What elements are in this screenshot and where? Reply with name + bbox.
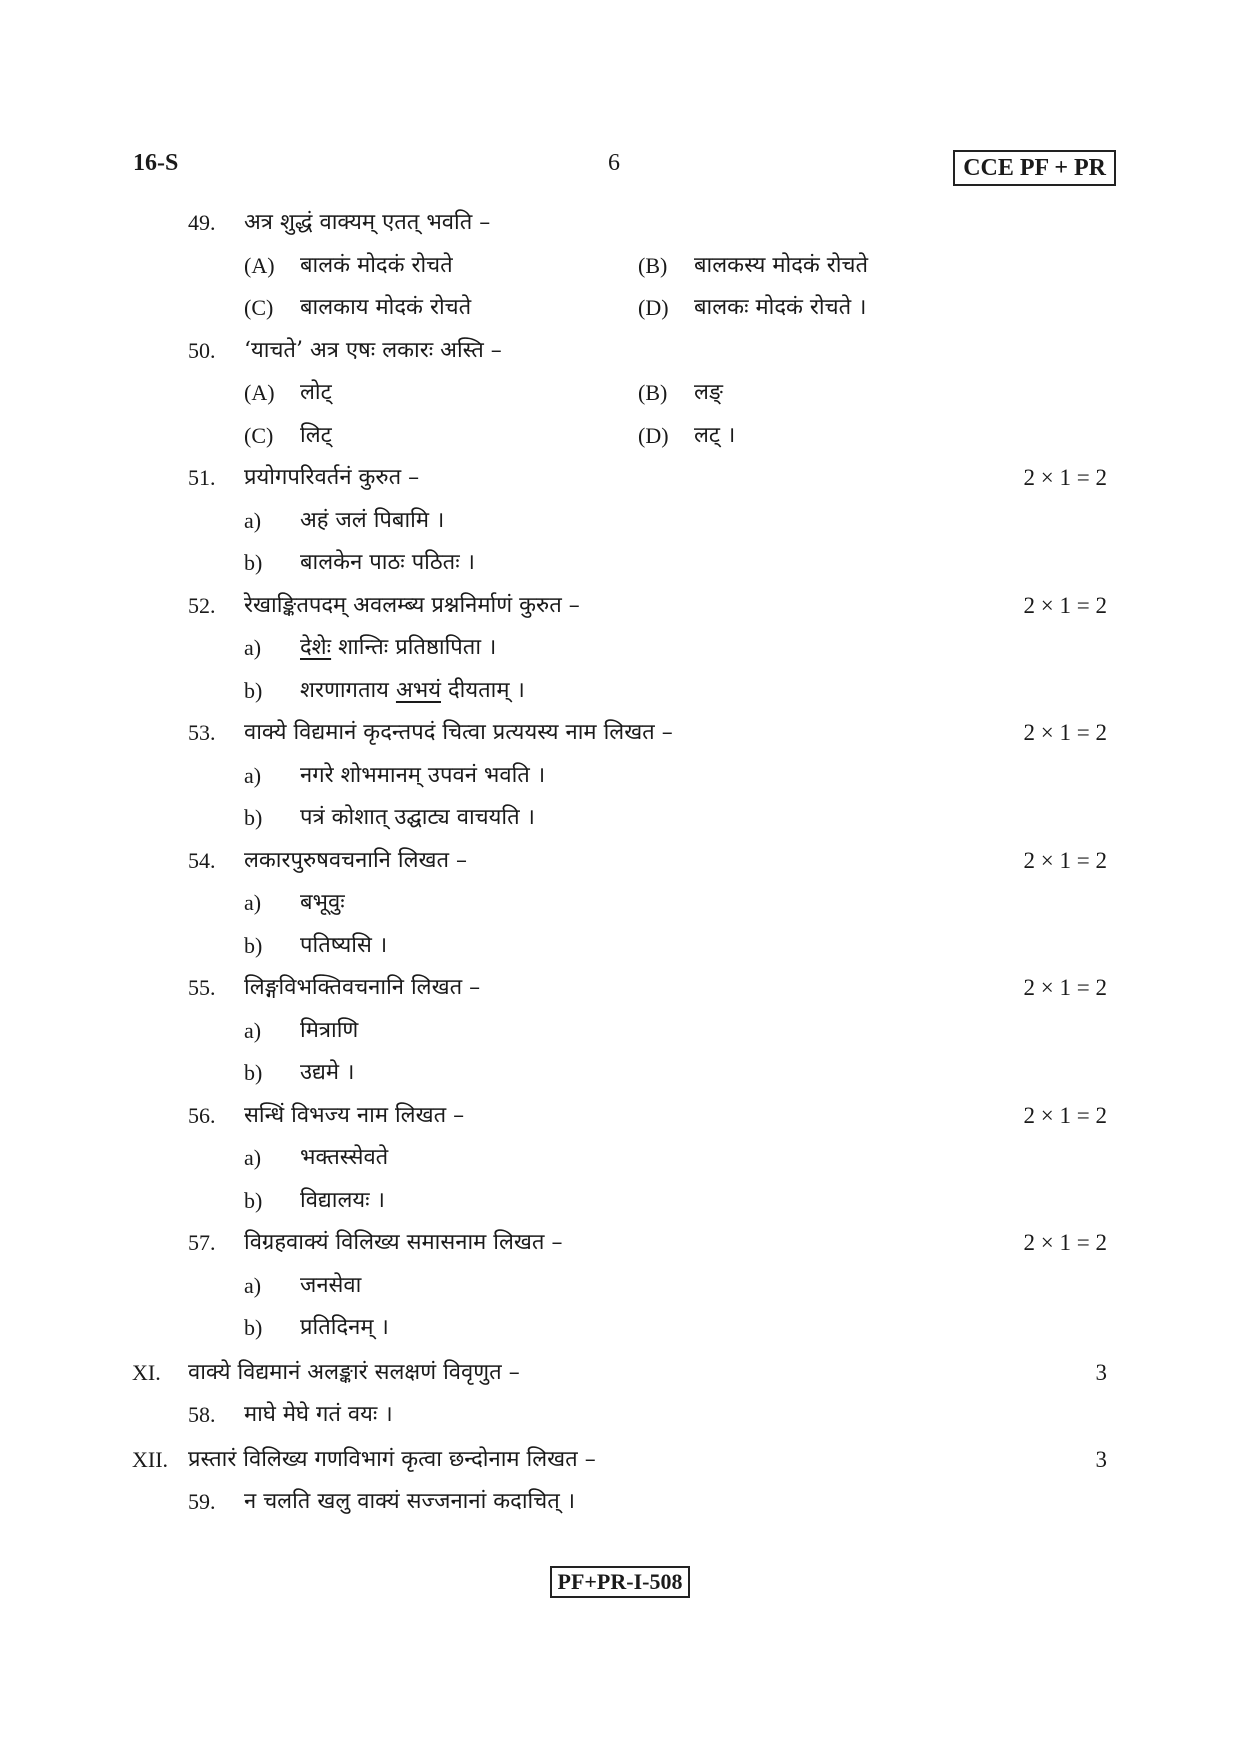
item-text — [300, 627, 496, 670]
option-label: (C) — [244, 422, 274, 448]
question-52 — [0, 585, 1240, 628]
underlined-word: अभयं — [395, 677, 441, 703]
section-number: XII. — [132, 1446, 169, 1472]
option-text: बालकाय मोदकं रोचते — [300, 295, 472, 320]
paper-code: 16-S — [133, 150, 179, 176]
item-text: बालकेन पाठः पठितः । — [300, 550, 475, 575]
question-text: ‘याचते’ अत्र एषः लकारः अस्ति – — [244, 337, 502, 363]
item-text: पत्रं कोशात् उद्घाट्य वाचयति । — [300, 805, 535, 830]
option-row — [0, 372, 1240, 415]
marks: 2 × 1 = 2 — [1023, 1230, 1107, 1255]
option-text: लट् । — [694, 422, 736, 448]
option-text: लोट् — [300, 380, 332, 405]
section-text: वाक्ये विद्यमानं अलङ्कारं सलक्षणं विवृणुत – — [188, 1359, 520, 1385]
section-number: XI. — [132, 1359, 161, 1385]
item-label: b) — [244, 1187, 263, 1213]
sub-item — [0, 1010, 1240, 1053]
option-label: (D) — [638, 422, 669, 448]
option-label: (A) — [244, 252, 275, 278]
item-text: अहं जलं पिबामि । — [300, 507, 445, 533]
item-text: उद्यमे । — [300, 1060, 355, 1085]
option-label: (C) — [244, 295, 274, 320]
question-text: वाक्ये विद्यमानं कृदन्तपदं चित्वा प्रत्ययस्य नाम लिखत – — [244, 720, 673, 745]
question-text: लकारपुरुषवचनानि लिखत – — [244, 847, 468, 873]
exam-code-box: CCE PF + PR — [953, 150, 1116, 186]
item-text: पतिष्यसि । — [300, 932, 388, 958]
item-label: b) — [244, 932, 263, 958]
sub-item — [0, 627, 1240, 670]
section-text: प्रस्तारं विलिख्य गणविभागं कृत्वा छन्दोनाम लिखत – — [188, 1446, 596, 1472]
question-number: 54. — [188, 847, 216, 873]
question-number: 50. — [188, 337, 216, 363]
question-list — [0, 202, 1240, 1524]
item-label: a) — [244, 507, 262, 533]
question-49 — [0, 202, 1240, 245]
item-label: a) — [244, 1017, 262, 1043]
marks: 2 × 1 = 2 — [1023, 465, 1107, 490]
option-row — [0, 245, 1240, 288]
item-label: b) — [244, 1315, 263, 1340]
option-text: बालकं मोदकं रोचते — [300, 252, 453, 278]
sub-item — [0, 755, 1240, 798]
marks: 2 × 1 = 2 — [1023, 1102, 1107, 1128]
question-number: 49. — [188, 210, 216, 235]
question-55 — [0, 967, 1240, 1010]
question-number: 58. — [188, 1402, 216, 1427]
sub-item — [0, 797, 1240, 840]
option-row — [0, 287, 1240, 330]
sub-item — [0, 1052, 1240, 1095]
question-number: 55. — [188, 975, 216, 1000]
item-label: b) — [244, 677, 263, 703]
question-number: 53. — [188, 720, 216, 745]
marks: 2 × 1 = 2 — [1023, 592, 1107, 618]
question-text: विग्रहवाक्यं विलिख्य समासनाम लिखत – — [244, 1230, 563, 1255]
question-58 — [0, 1394, 1240, 1437]
option-text: बालकः मोदकं रोचते । — [694, 295, 867, 320]
section-12 — [0, 1439, 1240, 1482]
item-text-rest: शान्तिः प्रतिष्ठापिता । — [331, 635, 497, 660]
page-number: 6 — [608, 150, 620, 176]
item-label: b) — [244, 805, 263, 830]
item-label: a) — [244, 762, 262, 788]
item-text: जनसेवा — [300, 1272, 362, 1298]
option-label: (B) — [638, 380, 668, 405]
sub-item — [0, 542, 1240, 585]
sub-item — [0, 882, 1240, 925]
option-label: (A) — [244, 380, 275, 405]
marks: 2 × 1 = 2 — [1023, 975, 1107, 1000]
question-56 — [0, 1095, 1240, 1138]
item-text — [300, 670, 525, 713]
sub-item — [0, 1180, 1240, 1223]
item-text-pre: शरणागताय — [300, 677, 396, 703]
question-59 — [0, 1481, 1240, 1524]
marks: 2 × 1 = 2 — [1023, 720, 1107, 745]
question-number: 51. — [188, 465, 216, 490]
question-51 — [0, 457, 1240, 500]
item-text: विद्यालयः । — [300, 1187, 385, 1213]
item-text: नगरे शोभमानम् उपवनं भवति । — [300, 762, 546, 788]
sub-item — [0, 500, 1240, 543]
question-number: 52. — [188, 592, 216, 618]
footer-code-box: PF+PR-I-508 — [550, 1566, 691, 1598]
question-number: 59. — [188, 1489, 216, 1514]
sub-item — [0, 925, 1240, 968]
sub-item — [0, 1137, 1240, 1180]
option-label: (B) — [638, 252, 668, 278]
question-number: 57. — [188, 1230, 216, 1255]
item-text-rest: दीयताम् । — [441, 677, 525, 703]
question-text: रेखाङ्कितपदम् अवलम्ब्य प्रश्ननिर्माणं कुरुत – — [244, 592, 580, 618]
option-label: (D) — [638, 295, 669, 320]
item-text: मित्राणि — [300, 1017, 359, 1043]
sub-item — [0, 1307, 1240, 1350]
item-label: b) — [244, 1060, 263, 1085]
question-57 — [0, 1222, 1240, 1265]
option-text: बालकस्य मोदकं रोचते — [694, 252, 869, 278]
footer — [0, 1566, 1240, 1598]
item-label: a) — [244, 1145, 262, 1170]
item-label: a) — [244, 1272, 262, 1298]
item-label: a) — [244, 890, 262, 915]
sub-item — [0, 1265, 1240, 1308]
question-text: माघे मेघे गतं वयः । — [244, 1402, 393, 1427]
marks: 2 × 1 = 2 — [1023, 847, 1107, 873]
question-50 — [0, 330, 1240, 373]
option-row — [0, 415, 1240, 458]
option-text: लङ् — [694, 380, 723, 405]
question-number: 56. — [188, 1102, 216, 1128]
item-text: भक्तस्सेवते — [300, 1145, 389, 1170]
question-text: अत्र शुद्धं वाक्यम् एतत् भवति – — [244, 210, 491, 235]
item-text: बभूवुः — [300, 890, 345, 915]
item-text: प्रतिदिनम् । — [300, 1315, 389, 1340]
item-label: b) — [244, 550, 263, 575]
question-54 — [0, 840, 1240, 883]
question-text: न चलति खलु वाक्यं सज्जनानां कदाचित् । — [244, 1489, 576, 1514]
question-text: प्रयोगपरिवर्तनं कुरुत – — [244, 465, 420, 490]
question-text: लिङ्गविभक्तिवचनानि लिखत – — [244, 975, 481, 1000]
underlined-word: देशेः — [300, 635, 332, 660]
option-text: लिट् — [300, 422, 332, 448]
item-label: a) — [244, 635, 262, 660]
section-11 — [0, 1352, 1240, 1395]
marks: 3 — [1095, 1359, 1107, 1385]
question-53 — [0, 712, 1240, 755]
sub-item — [0, 670, 1240, 713]
question-text: सन्धिं विभज्य नाम लिखत – — [244, 1102, 465, 1128]
marks: 3 — [1095, 1446, 1107, 1472]
